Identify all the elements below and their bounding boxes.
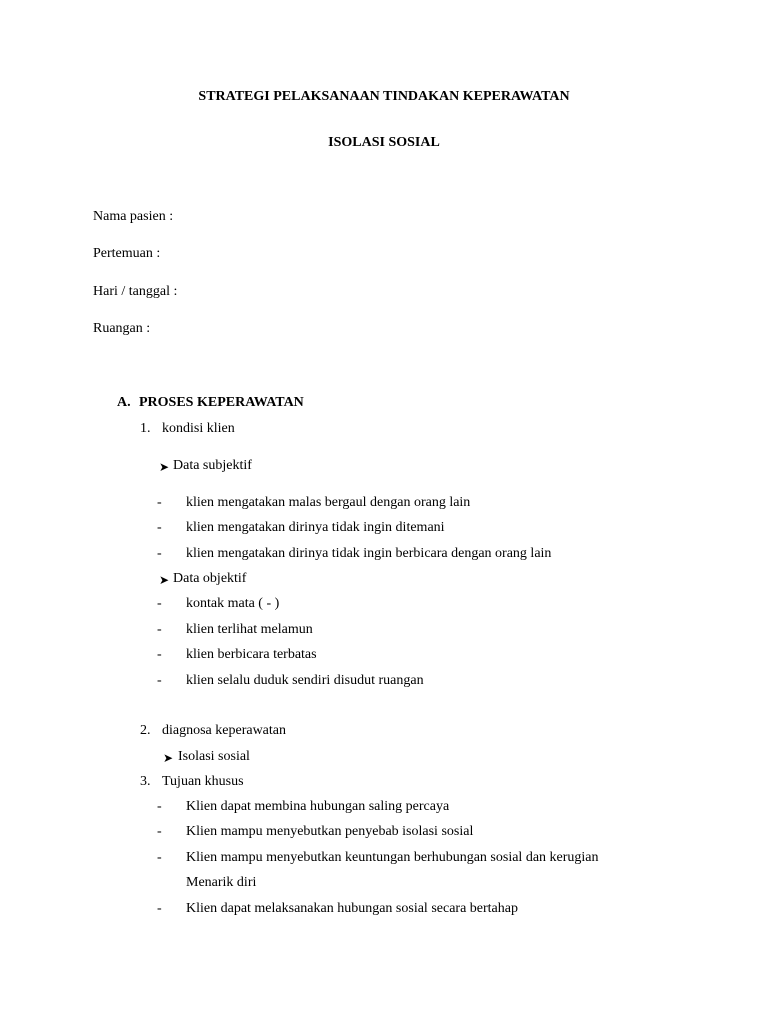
arrow-bullet-icon: ➤ <box>159 460 170 474</box>
dash-bullet: - <box>157 824 162 839</box>
field-ruangan: Ruangan : <box>93 321 151 336</box>
dash-bullet: - <box>157 901 162 916</box>
dash-bullet: - <box>157 520 162 535</box>
goal-item: Klien mampu menyebutkan keuntungan berhubungan sosial dan kerugian <box>186 850 599 865</box>
dash-bullet: - <box>157 596 162 611</box>
item-2-label: diagnosa keperawatan <box>162 723 286 738</box>
data-objektif-label: Data objektif <box>173 571 247 586</box>
arrow-bullet-icon: ➤ <box>159 573 170 587</box>
goal-item: Klien dapat melaksanakan hubungan sosial secara bertahap <box>186 901 518 916</box>
data-subjektif-label: Data subjektif <box>173 458 252 473</box>
dash-bullet: - <box>157 622 162 637</box>
item-3-label: Tujuan khusus <box>162 774 244 789</box>
subjektif-item: klien mengatakan dirinya tidak ingin berbicara dengan orang lain <box>186 546 552 561</box>
objektif-item: klien berbicara terbatas <box>186 647 317 662</box>
dash-bullet: - <box>157 647 162 662</box>
field-nama-pasien: Nama pasien : <box>93 209 174 224</box>
document-subtitle: ISOLASI SOSIAL <box>328 135 440 150</box>
item-2-number: 2. <box>140 723 151 738</box>
dash-bullet: - <box>157 799 162 814</box>
objektif-item: klien selalu duduk sendiri disudut ruangan <box>186 673 424 688</box>
section-a-label: A. <box>117 395 131 410</box>
dash-bullet: - <box>157 495 162 510</box>
dash-bullet: - <box>157 673 162 688</box>
goal-item-continuation: Menarik diri <box>186 875 257 890</box>
item-1-label: kondisi klien <box>162 421 235 436</box>
dash-bullet: - <box>157 546 162 561</box>
objektif-item: klien terlihat melamun <box>186 622 313 637</box>
document-title: STRATEGI PELAKSANAAN TINDAKAN KEPERAWATAN <box>198 89 570 104</box>
item-1-number: 1. <box>140 421 151 436</box>
subjektif-item: klien mengatakan malas bergaul dengan orang lain <box>186 495 471 510</box>
section-a-heading: PROSES KEPERAWATAN <box>139 395 304 410</box>
dash-bullet: - <box>157 850 162 865</box>
arrow-bullet-icon: ➤ <box>163 751 174 765</box>
field-pertemuan: Pertemuan : <box>93 246 161 261</box>
field-hari-tanggal: Hari / tanggal : <box>93 284 178 299</box>
diagnosis-value: Isolasi sosial <box>178 749 250 764</box>
item-3-number: 3. <box>140 774 151 789</box>
subjektif-item: klien mengatakan dirinya tidak ingin ditemani <box>186 520 445 535</box>
goal-item: Klien dapat membina hubungan saling percaya <box>186 799 450 814</box>
objektif-item: kontak mata ( - ) <box>186 596 280 611</box>
goal-item: Klien mampu menyebutkan penyebab isolasi sosial <box>186 824 474 839</box>
